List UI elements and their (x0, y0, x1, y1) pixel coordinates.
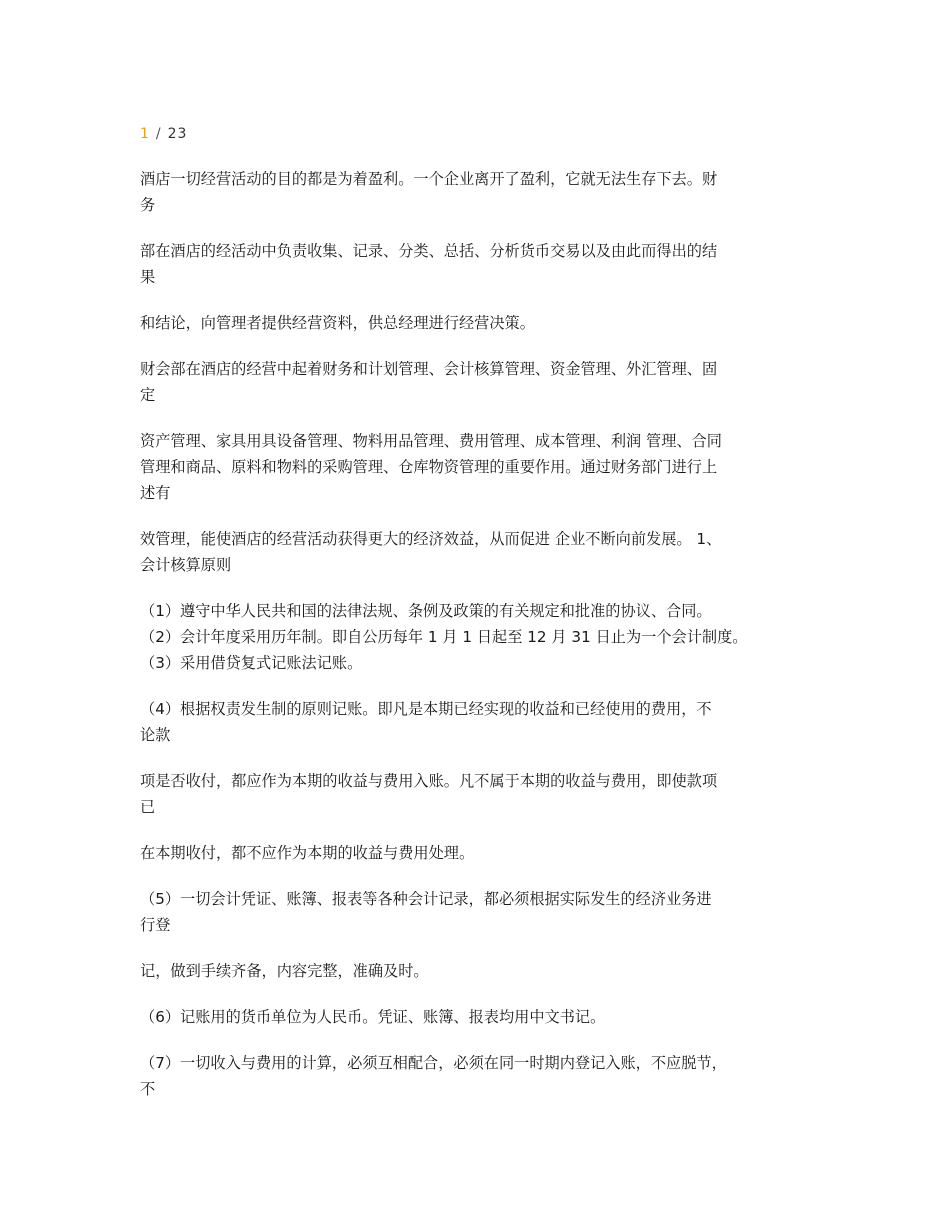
paragraph: 资产管理、家具用具设备管理、物料用品管理、费用管理、成本管理、利润 管理、合同 管理和商品、原料和物料的采购管理、仓库物资管理的重要作用。通过财务部门进行上 述有 (140, 432, 722, 502)
page-counter (140, 122, 812, 146)
paragraph: 项是否收付，都应作为本期的收益与费用入账。凡不属于本期的收益与费用，即使款项 已 (140, 772, 718, 816)
total-pages: 23 (167, 126, 188, 142)
paragraph: 效管理，能使酒店的经营活动获得更大的经济效益，从而促进 企业不断向前发展。 1、 会计核算原则 (140, 530, 722, 574)
paragraph: 部在酒店的经活动中负责收集、记录、分类、总括、分析货币交易以及由此而得出的结 果 (140, 242, 718, 286)
document-page (140, 122, 812, 1122)
paragraph: （4）根据权责发生制的原则记账。即凡是本期已经实现的收益和已经使用的费用，不 论款 (140, 700, 712, 744)
paragraph: （6）记账用的货币单位为人民币。凭证、账簿、报表均用中文书记。 (140, 1008, 606, 1026)
paragraph: 财会部在酒店的经营中起着财务和计划管理、会计核算管理、资金管理、外汇管理、固 定 (140, 360, 718, 404)
paragraph: （1）遵守中华人民共和国的法律法规、条例及政策的有关规定和批准的协议、合同。 （2）会计年度采用历年制。即自公历每年 1 月 1 日起至 12 月 31 日止为一个会计制度。 （3）采用借贷复式记账法记账。 (140, 602, 748, 672)
paragraph: 和结论，向管理者提供经营资料，供总经理进行经营决策。 (140, 314, 535, 332)
paragraph: （7）一切收入与费用的计算，必须互相配合，必须在同一时期内登记入账，不应脱节， 不 (140, 1054, 727, 1098)
page-separator: / (155, 126, 162, 142)
paragraph: 记，做到手续齐备，内容完整，准确及时。 (140, 962, 429, 980)
current-page-number: 1 (140, 126, 150, 142)
paragraph: （5）一切会计凭证、账簿、报表等各种会计记录，都必须根据实际发生的经济业务进 行登 (140, 890, 712, 934)
paragraph: 酒店一切经营活动的目的都是为着盈利。一个企业离开了盈利，它就无法生存下去。财 务 (140, 170, 718, 214)
paragraph: 在本期收付，都不应作为本期的收益与费用处理。 (140, 844, 475, 862)
